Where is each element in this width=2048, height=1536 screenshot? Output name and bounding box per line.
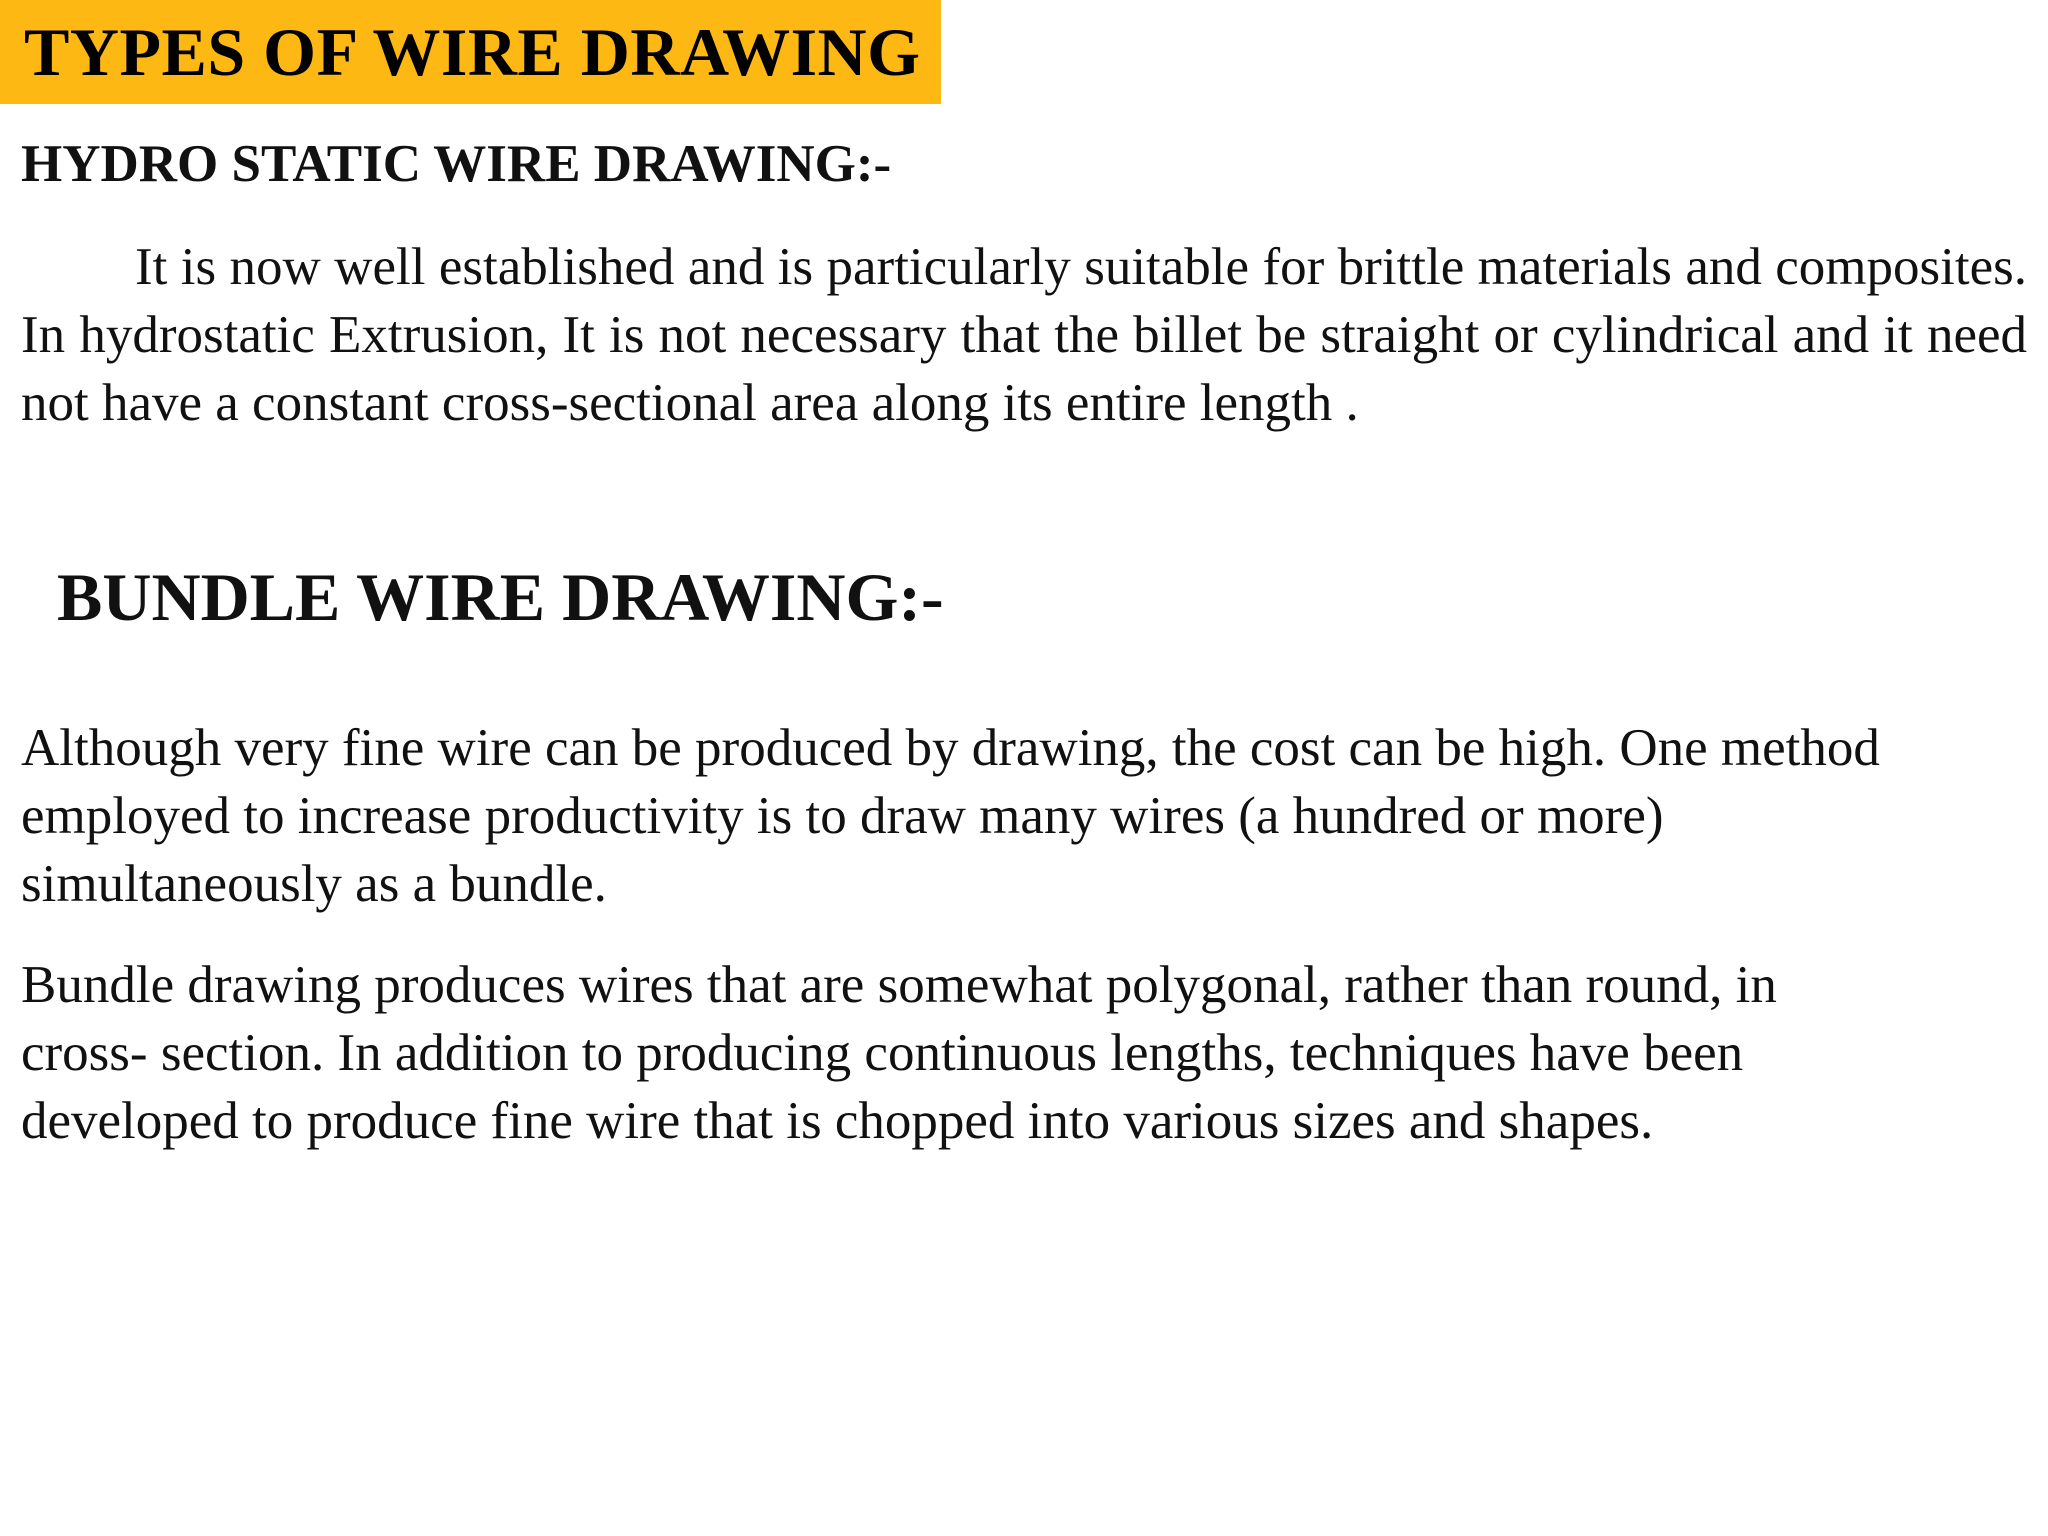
hydrostatic-paragraph: It is now well established and is particularly suitable for brittle materials and composites. In hydrostatic Extrusion, It is not necessary that the billet be straight or cylindrical and it need not have a constant cross-sectional area along its entire length . bbox=[21, 238, 2027, 432]
text-line: Although very fine wire can be produced by drawing, the cost can be high. One method bbox=[21, 719, 1880, 777]
text-line: developed to produce fine wire that is chopped into various sizes and shapes. bbox=[21, 1092, 1654, 1150]
text-line: simultaneously as a bundle. bbox=[21, 855, 607, 913]
section-heading-bundle: BUNDLE WIRE DRAWING:- bbox=[57, 559, 944, 635]
bundle-paragraph-1 bbox=[21, 714, 2031, 918]
section-heading-hydrostatic: HYDRO STATIC WIRE DRAWING:- bbox=[21, 135, 892, 193]
bundle-paragraph-2 bbox=[21, 951, 2031, 1155]
text-line: Bundle drawing produces wires that are somewhat polygonal, rather than round, in bbox=[21, 956, 1777, 1014]
slide-title: TYPES OF WIRE DRAWING bbox=[24, 13, 921, 90]
text-line: employed to increase productivity is to draw many wires (a hundred or more) bbox=[21, 787, 1664, 845]
text-line: cross- section. In addition to producing continuous lengths, techniques have been bbox=[21, 1024, 1744, 1082]
slide-title-banner bbox=[0, 0, 941, 104]
